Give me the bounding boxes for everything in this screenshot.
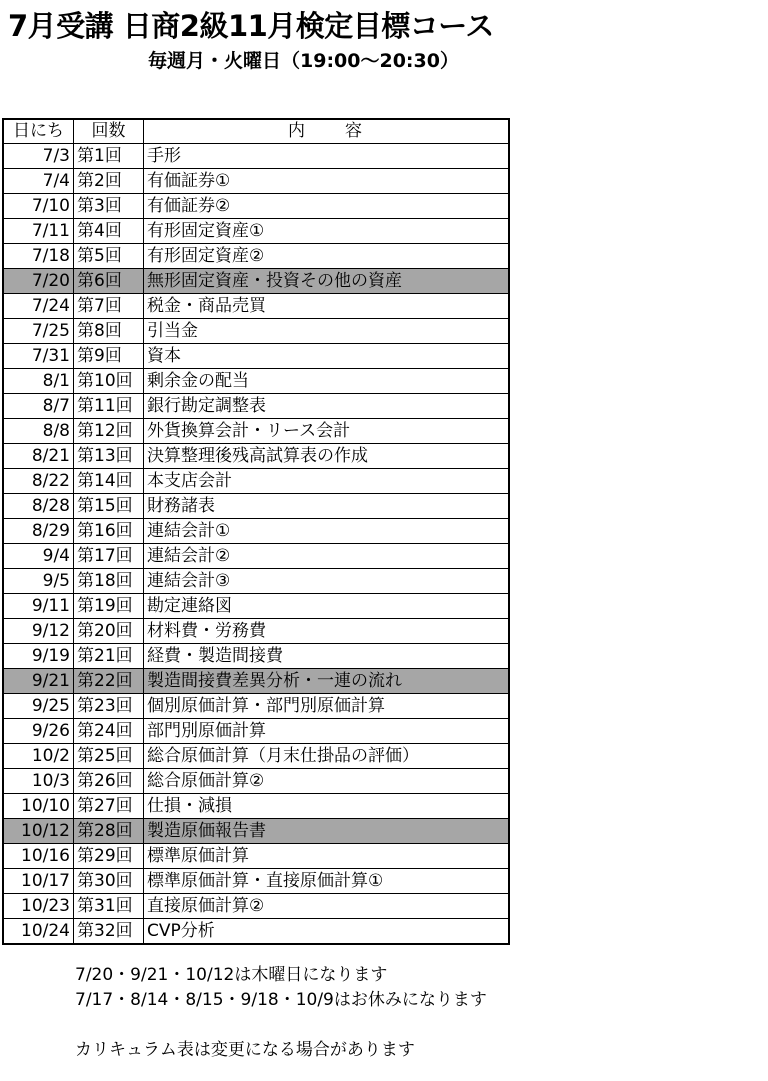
- table-row: [3, 844, 509, 869]
- table-body: [3, 144, 509, 945]
- cell-session: 第7回: [74, 294, 144, 319]
- cell-date: 9/21: [3, 669, 74, 694]
- cell-content: 決算整理後残高試算表の作成: [144, 444, 510, 469]
- cell-content: 部門別原価計算: [144, 719, 510, 744]
- cell-session: 第2回: [74, 169, 144, 194]
- cell-session: 第11回: [74, 394, 144, 419]
- cell-session: 第3回: [74, 194, 144, 219]
- table-row: [3, 619, 509, 644]
- cell-session: 第10回: [74, 369, 144, 394]
- cell-date: 8/28: [3, 494, 74, 519]
- cell-session: 第4回: [74, 219, 144, 244]
- cell-date: 7/4: [3, 169, 74, 194]
- table-row: [3, 469, 509, 494]
- cell-date: 7/10: [3, 194, 74, 219]
- cell-content: 本支店会計: [144, 469, 510, 494]
- cell-session: 第12回: [74, 419, 144, 444]
- table-row: [3, 169, 509, 194]
- cell-content: 連結会計①: [144, 519, 510, 544]
- cell-content: 連結会計③: [144, 569, 510, 594]
- cell-date: 9/5: [3, 569, 74, 594]
- table-row: [3, 594, 509, 619]
- cell-date: 10/3: [3, 769, 74, 794]
- table-row: [3, 644, 509, 669]
- note-change: カリキュラム表は変更になる場合があります: [75, 1040, 415, 1060]
- table-row: [3, 819, 509, 844]
- cell-content: 財務諸表: [144, 494, 510, 519]
- cell-content: 有価証券①: [144, 169, 510, 194]
- cell-session: 第15回: [74, 494, 144, 519]
- cell-date: 10/23: [3, 894, 74, 919]
- column-header-content: 内 容: [144, 119, 510, 144]
- cell-session: 第16回: [74, 519, 144, 544]
- cell-content: 総合原価計算（月末仕掛品の評価）: [144, 744, 510, 769]
- cell-date: 7/31: [3, 344, 74, 369]
- cell-date: 8/8: [3, 419, 74, 444]
- schedule-table: [2, 118, 510, 945]
- cell-date: 9/4: [3, 544, 74, 569]
- cell-content: 仕損・減損: [144, 794, 510, 819]
- notes: [75, 963, 487, 1063]
- cell-session: 第20回: [74, 619, 144, 644]
- table-row: [3, 769, 509, 794]
- cell-session: 第9回: [74, 344, 144, 369]
- cell-session: 第31回: [74, 894, 144, 919]
- cell-content: 標準原価計算: [144, 844, 510, 869]
- table-row: [3, 694, 509, 719]
- table-row: [3, 794, 509, 819]
- table-row: [3, 444, 509, 469]
- cell-content: 有価証券②: [144, 194, 510, 219]
- cell-date: 10/10: [3, 794, 74, 819]
- cell-content: 剰余金の配当: [144, 369, 510, 394]
- table-row: [3, 144, 509, 169]
- cell-content: 銀行勘定調整表: [144, 394, 510, 419]
- cell-session: 第17回: [74, 544, 144, 569]
- cell-date: 10/16: [3, 844, 74, 869]
- column-header-date: 日にち: [3, 119, 74, 144]
- cell-date: 9/19: [3, 644, 74, 669]
- note-holidays: 7/17・8/14・8/15・9/18・10/9はお休みになります: [75, 990, 487, 1010]
- cell-session: 第30回: [74, 869, 144, 894]
- cell-session: 第19回: [74, 594, 144, 619]
- cell-date: 8/22: [3, 469, 74, 494]
- column-header-session: 回数: [74, 119, 144, 144]
- table-row: [3, 319, 509, 344]
- cell-date: 7/25: [3, 319, 74, 344]
- table-row: [3, 219, 509, 244]
- table-row: [3, 544, 509, 569]
- cell-date: 10/2: [3, 744, 74, 769]
- cell-session: 第27回: [74, 794, 144, 819]
- note-spacer: [75, 1013, 487, 1038]
- table-row: [3, 344, 509, 369]
- table-row: [3, 669, 509, 694]
- cell-content: 有形固定資産②: [144, 244, 510, 269]
- cell-content: 製造間接費差異分析・一連の流れ: [144, 669, 510, 694]
- cell-session: 第14回: [74, 469, 144, 494]
- table-row: [3, 269, 509, 294]
- cell-session: 第26回: [74, 769, 144, 794]
- cell-content: 資本: [144, 344, 510, 369]
- cell-session: 第24回: [74, 719, 144, 744]
- cell-date: 7/24: [3, 294, 74, 319]
- schedule-subtitle: 毎週月・火曜日（19:00～20:30）: [148, 50, 459, 72]
- cell-session: 第25回: [74, 744, 144, 769]
- table-row: [3, 294, 509, 319]
- cell-session: 第18回: [74, 569, 144, 594]
- table-row: [3, 394, 509, 419]
- cell-content: 外貨換算会計・リース会計: [144, 419, 510, 444]
- table-row: [3, 369, 509, 394]
- cell-date: 9/11: [3, 594, 74, 619]
- cell-session: 第21回: [74, 644, 144, 669]
- note-thursday: 7/20・9/21・10/12は木曜日になります: [75, 965, 388, 985]
- cell-date: 7/11: [3, 219, 74, 244]
- cell-session: 第6回: [74, 269, 144, 294]
- cell-content: 標準原価計算・直接原価計算①: [144, 869, 510, 894]
- table-row: [3, 419, 509, 444]
- cell-content: 連結会計②: [144, 544, 510, 569]
- cell-date: 7/20: [3, 269, 74, 294]
- cell-date: 8/1: [3, 369, 74, 394]
- cell-date: 7/3: [3, 144, 74, 169]
- cell-content: 無形固定資産・投資その他の資産: [144, 269, 510, 294]
- cell-session: 第8回: [74, 319, 144, 344]
- cell-date: 7/18: [3, 244, 74, 269]
- table-row: [3, 519, 509, 544]
- table-row: [3, 719, 509, 744]
- cell-content: 税金・商品売買: [144, 294, 510, 319]
- table-header-row: [3, 119, 509, 144]
- table-row: [3, 744, 509, 769]
- cell-session: 第13回: [74, 444, 144, 469]
- cell-date: 10/24: [3, 919, 74, 945]
- cell-date: 8/21: [3, 444, 74, 469]
- cell-date: 9/12: [3, 619, 74, 644]
- cell-date: 8/29: [3, 519, 74, 544]
- cell-content: 経費・製造間接費: [144, 644, 510, 669]
- cell-content: 材料費・労務費: [144, 619, 510, 644]
- cell-session: 第23回: [74, 694, 144, 719]
- cell-session: 第28回: [74, 819, 144, 844]
- cell-session: 第22回: [74, 669, 144, 694]
- cell-content: 有形固定資産①: [144, 219, 510, 244]
- cell-content: 個別原価計算・部門別原価計算: [144, 694, 510, 719]
- cell-date: 9/26: [3, 719, 74, 744]
- cell-date: 10/17: [3, 869, 74, 894]
- cell-content: 総合原価計算②: [144, 769, 510, 794]
- table-row: [3, 869, 509, 894]
- cell-content: CVP分析: [144, 919, 510, 945]
- cell-content: 引当金: [144, 319, 510, 344]
- cell-date: 8/7: [3, 394, 74, 419]
- table-row: [3, 569, 509, 594]
- cell-content: 勘定連絡図: [144, 594, 510, 619]
- cell-session: 第1回: [74, 144, 144, 169]
- cell-session: 第32回: [74, 919, 144, 945]
- table-row: [3, 494, 509, 519]
- cell-session: 第29回: [74, 844, 144, 869]
- cell-content: 製造原価報告書: [144, 819, 510, 844]
- cell-date: 9/25: [3, 694, 74, 719]
- table-row: [3, 244, 509, 269]
- page-title: 7月受講 日商2級11月検定目標コース: [8, 9, 494, 43]
- cell-date: 10/12: [3, 819, 74, 844]
- table-row: [3, 194, 509, 219]
- cell-content: 直接原価計算②: [144, 894, 510, 919]
- cell-content: 手形: [144, 144, 510, 169]
- table-row: [3, 894, 509, 919]
- cell-session: 第5回: [74, 244, 144, 269]
- table-row: [3, 919, 509, 945]
